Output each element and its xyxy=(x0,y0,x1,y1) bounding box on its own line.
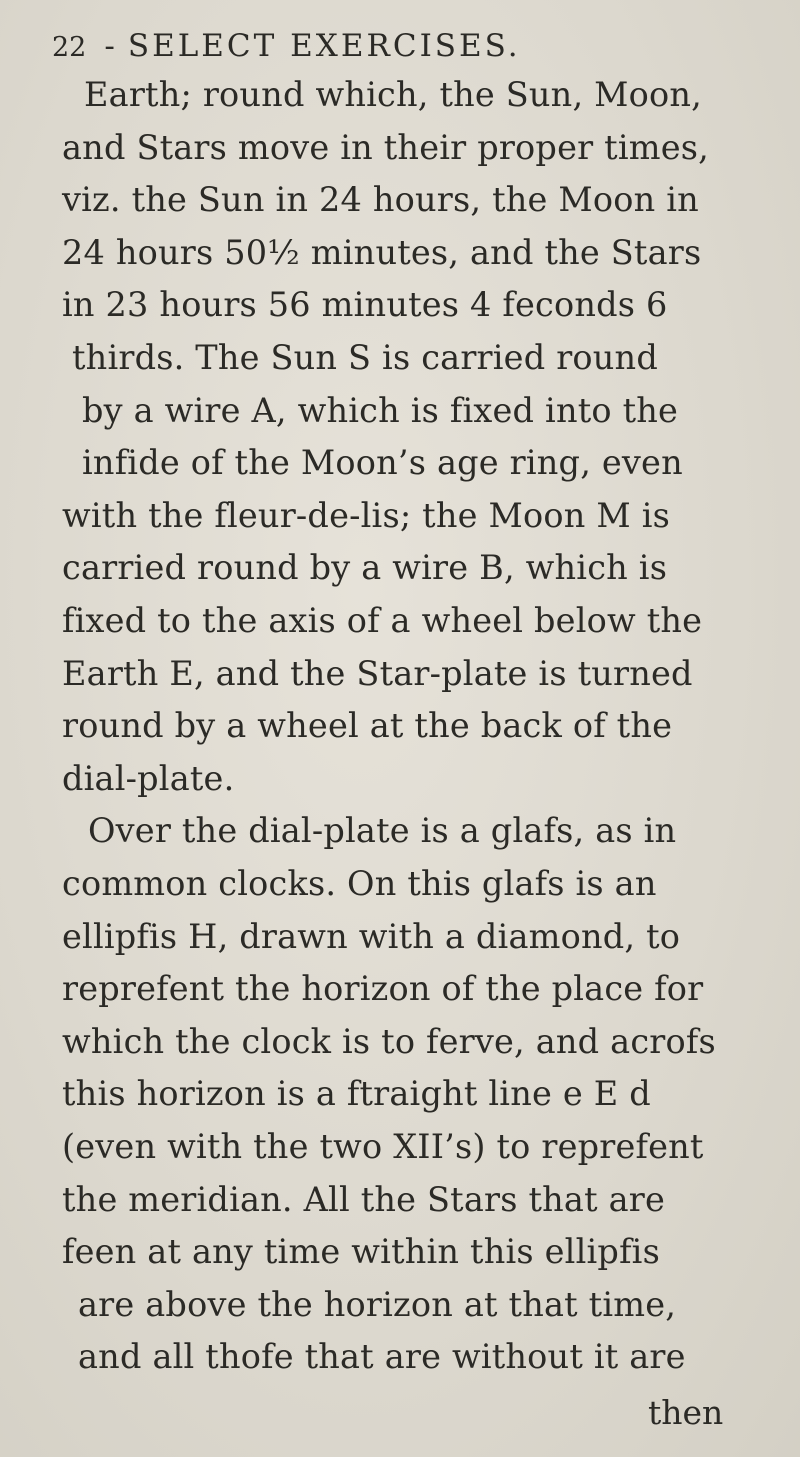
text-line: fixed to the axis of a wheel below the xyxy=(62,601,703,640)
text-line: carried round by a wire B, which is xyxy=(62,548,668,587)
text-line: this horizon is a ftraight line e E d xyxy=(62,1074,651,1113)
text-line: are above the horizon at that time, xyxy=(78,1285,677,1324)
text-line: and Stars move in their proper times, xyxy=(62,128,709,167)
text-line: 24 hours 50½ minutes, and the Stars xyxy=(62,233,702,272)
text-line: thirds. The Sun S is carried round xyxy=(72,338,658,377)
running-header xyxy=(52,28,752,68)
running-title: SELECT EXERCISES. xyxy=(127,28,521,64)
text-line: and all thofe that are without it are xyxy=(78,1337,686,1376)
text-line: round by a wheel at the back of the xyxy=(62,706,673,745)
header-dash: - xyxy=(104,28,118,64)
page-number: 22 xyxy=(52,32,87,63)
text-line: viz. the Sun in 24 hours, the Moon in xyxy=(62,180,699,219)
text-line: with the fleur-de-lis; the Moon M is xyxy=(62,496,671,535)
text-line: Over the dial-plate is a glafs, as in xyxy=(88,811,677,850)
text-line: which the clock is to ferve, and acrofs xyxy=(62,1022,716,1061)
text-line: ellipfis H, drawn with a diamond, to xyxy=(62,917,681,956)
text-line: Earth; round which, the Sun, Moon, xyxy=(84,75,703,114)
text-line: in 23 hours 56 minutes 4 feconds 6 xyxy=(62,285,668,324)
text-line: infide of the Moon’s age ring, even xyxy=(82,443,683,482)
text-line: the meridian. All the Stars that are xyxy=(62,1180,665,1219)
text-line: reprefent the horizon of the place for xyxy=(62,969,704,1008)
catchword: then xyxy=(648,1393,724,1432)
text-line: by a wire A, which is fixed into the xyxy=(82,391,679,430)
text-line: dial-plate. xyxy=(62,759,235,798)
text-line: Earth E, and the Star-plate is turned xyxy=(62,654,693,693)
text-line: feen at any time within this ellipfis xyxy=(62,1232,660,1271)
text-line: common clocks. On this glafs is an xyxy=(62,864,657,903)
text-line: (even with the two XII’s) to reprefent xyxy=(62,1127,704,1166)
